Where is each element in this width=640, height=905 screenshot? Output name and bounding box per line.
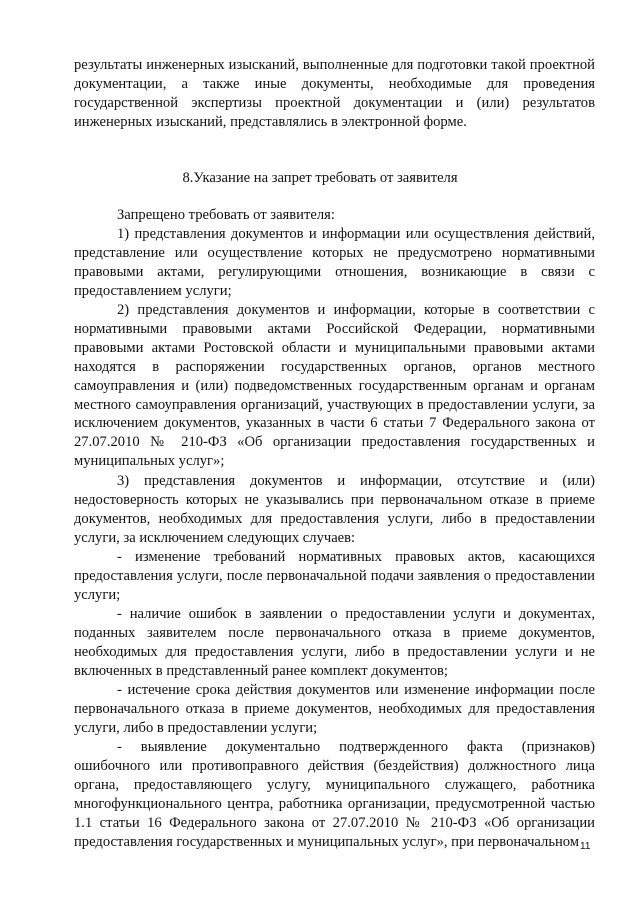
exception-case-1: - изменение требований нормативных правовых актов, касающихся предоставления услуги, после первоначальной подачи заявления о предоставлении услуги; (74, 549, 595, 603)
list-item-3: 3) представления документов и информации, отсутствие и (или) недостоверность которых не указывались при первоначальном отказе в приеме документов, необходимых для предоставления услуги, либо в предоставлении услуги, за исключением следующих случаев: (74, 473, 595, 546)
exception-case-4: - выявление документально подтвержденного факта (признаков) ошибочного или противоправного действия (бездействия) должностного лица органа, предоставляющего услугу, муниципального служащего, работника многофункционального центра, работника организации, предусмотренной частью 1.1 статьи 16 Федерального закона от 27.07.2010 № 210-ФЗ «Об организации предоставления государственных и муниципальных услуг», при первоначальном (74, 739, 595, 850)
lead-paragraph: Запрещено требовать от заявителя: (117, 207, 335, 223)
list-item-2: 2) представления документов и информации, которые в соответствии с нормативными правовыми актами Российской Федерации, нормативными правовыми актами Ростовской области и муниципальными правовыми актами находятся в распоряжении государственных органов, органов местного самоуправления и (или) подведомственных государственным органам и органам местного самоуправления организаций, участвующих в предоставлении услуги, за исключением документов, указанных в части 6 статьи 7 Федерального закона от 27.07.2010 № 210-ФЗ «Об организации предоставления государственных и муниципальных услуг»; (74, 302, 595, 470)
section-heading: 8.Указание на запрет требовать от заявителя (182, 170, 458, 186)
list-item-1: 1) представления документов и информации или осуществления действий, представление или осуществление которых не предусмотрено нормативными правовыми актами, регулирующими отношения, возникающие в связи с предоставлением услуги; (74, 226, 595, 299)
exception-case-2: - наличие ошибок в заявлении о предоставлении услуги и документах, поданных заявителем после первоначального отказа в приеме документов, необходимых для предоставления услуги, либо в предоставлении услуги и не включенных в представленный ранее комплект документов; (74, 606, 595, 679)
exception-case-3: - истечение срока действия документов или изменение информации после первоначального отказа в приеме документов, необходимых для предоставления услуги, либо в предоставлении услуги; (74, 682, 595, 736)
intro-paragraph: результаты инженерных изысканий, выполненные для подготовки такой проектной документации, а также иные документы, необходимые для проведения государственной экспертизы проектной документации и (или) результатов инженерных изысканий, представлялись в электронной форме. (74, 57, 595, 130)
page-number: 11 (580, 841, 591, 852)
